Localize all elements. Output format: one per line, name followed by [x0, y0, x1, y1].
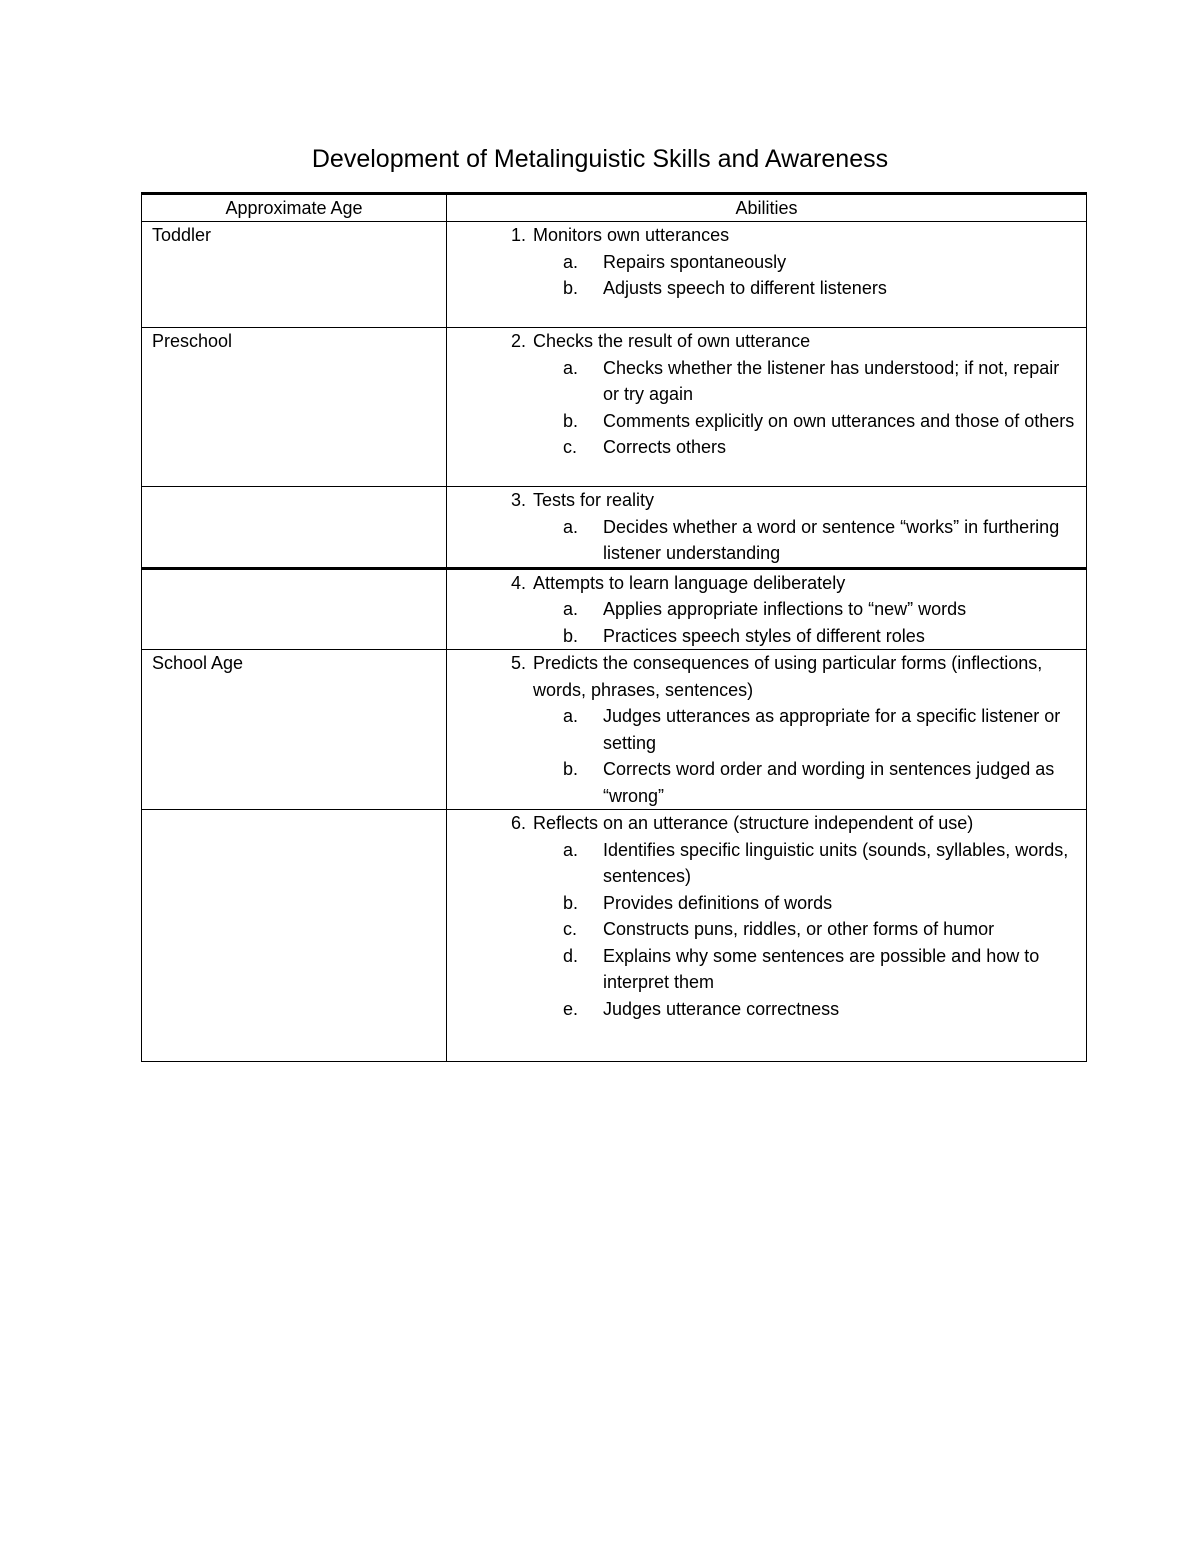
sub-text: Judges utterances as appropriate for a specific listener or setting: [603, 706, 1061, 753]
abilities-cell: [447, 328, 1087, 487]
sub-text: Constructs puns, riddles, or other forms of humor: [603, 919, 995, 939]
ability-item: [447, 650, 1086, 703]
sub-item: [447, 275, 1086, 302]
ability-item: [447, 570, 1086, 597]
table-row: [142, 487, 1087, 569]
sub-text: Provides definitions of words: [603, 892, 833, 913]
ability-item: [447, 810, 1086, 837]
header-abilities: Abilities: [447, 194, 1087, 222]
sub-item: [447, 408, 1086, 435]
sub-letter: c.: [563, 437, 578, 457]
sub-text: Adjusts speech to different listeners: [603, 278, 887, 298]
sub-text: Decides whether a word or sentence “works” in furthering listener understanding: [603, 516, 1060, 563]
document-title: Development of Metalinguistic Skills and Awareness: [311, 145, 889, 173]
sub-letter: a.: [563, 516, 579, 537]
sub-text: Judges utterance correctness: [603, 998, 840, 1019]
sub-text: Corrects word order and wording in sentences judged as “wrong”: [603, 759, 1055, 806]
age-cell: [142, 568, 447, 650]
ability-number: 1.: [511, 225, 527, 245]
ability-text: Reflects on an utterance (structure independent of use): [533, 813, 974, 833]
skills-table: [141, 192, 1087, 1062]
age-cell: Toddler: [142, 222, 447, 328]
ability-text: Monitors own utterances: [533, 225, 730, 245]
table-header-row: [142, 194, 1087, 222]
sub-letter: d.: [563, 945, 579, 966]
table-row: [142, 568, 1087, 650]
sub-letter: a.: [563, 706, 579, 726]
sub-item: [447, 756, 1086, 809]
abilities-cell: [447, 487, 1087, 569]
sub-text: Checks whether the listener has understood; if not, repair or try again: [603, 357, 1060, 404]
table-row: [142, 810, 1087, 1062]
sub-letter: b.: [563, 410, 579, 431]
ability-item: [447, 222, 1086, 249]
ability-number: 4.: [511, 572, 527, 593]
sub-letter: b.: [563, 892, 579, 913]
ability-number: 2.: [511, 331, 527, 351]
sub-letter: b.: [563, 759, 579, 779]
sub-letter: c.: [563, 919, 578, 939]
abilities-cell: [447, 568, 1087, 650]
sub-letter: a.: [563, 251, 579, 272]
sub-item: [447, 623, 1086, 650]
sub-item: [447, 596, 1086, 623]
sub-item: [447, 916, 1086, 943]
sub-letter: b.: [563, 278, 579, 298]
sub-letter: b.: [563, 625, 579, 646]
sub-item: [447, 355, 1086, 408]
table-row: [142, 650, 1087, 810]
ability-number: 5.: [511, 653, 527, 673]
sub-text: Explains why some sentences are possible and how to interpret them: [603, 945, 1040, 992]
ability-item: [447, 487, 1086, 514]
sub-item: [447, 996, 1086, 1023]
sub-item: [447, 837, 1086, 890]
abilities-cell: [447, 650, 1087, 810]
ability-item: [447, 328, 1086, 355]
sub-item: [447, 434, 1086, 461]
age-cell: Preschool: [142, 328, 447, 487]
ability-number: 6.: [511, 813, 527, 833]
ability-text: Attempts to learn language deliberately: [533, 572, 846, 593]
age-cell: [142, 810, 447, 1062]
sub-letter: a.: [563, 839, 579, 860]
sub-item: [447, 514, 1086, 567]
ability-text: Predicts the consequences of using particular forms (inflections, words, phrases, sentences): [533, 653, 1043, 700]
sub-letter: a.: [563, 599, 579, 619]
sub-text: Practices speech styles of different roles: [603, 625, 925, 646]
sub-text: Corrects others: [603, 437, 727, 457]
sub-item: [447, 249, 1086, 276]
age-cell: [142, 487, 447, 569]
sub-letter: e.: [563, 998, 579, 1019]
sub-text: Identifies specific linguistic units (sounds, syllables, words, sentences): [603, 839, 1069, 886]
ability-text: Checks the result of own utterance: [533, 331, 811, 351]
age-cell: School Age: [142, 650, 447, 810]
sub-item: [447, 703, 1086, 756]
sub-item: [447, 890, 1086, 917]
table-row: [142, 328, 1087, 487]
sub-text: Comments explicitly on own utterances and those of others: [603, 410, 1075, 431]
ability-text: Tests for reality: [533, 490, 655, 510]
sub-letter: a.: [563, 357, 579, 378]
sub-item: [447, 943, 1086, 996]
sub-text: Applies appropriate inflections to “new” words: [603, 599, 967, 619]
header-approximate-age: Approximate Age: [142, 194, 447, 222]
sub-text: Repairs spontaneously: [603, 251, 787, 272]
abilities-cell: [447, 810, 1087, 1062]
ability-number: 3.: [511, 490, 527, 510]
abilities-cell: [447, 222, 1087, 328]
table-row: [142, 222, 1087, 328]
